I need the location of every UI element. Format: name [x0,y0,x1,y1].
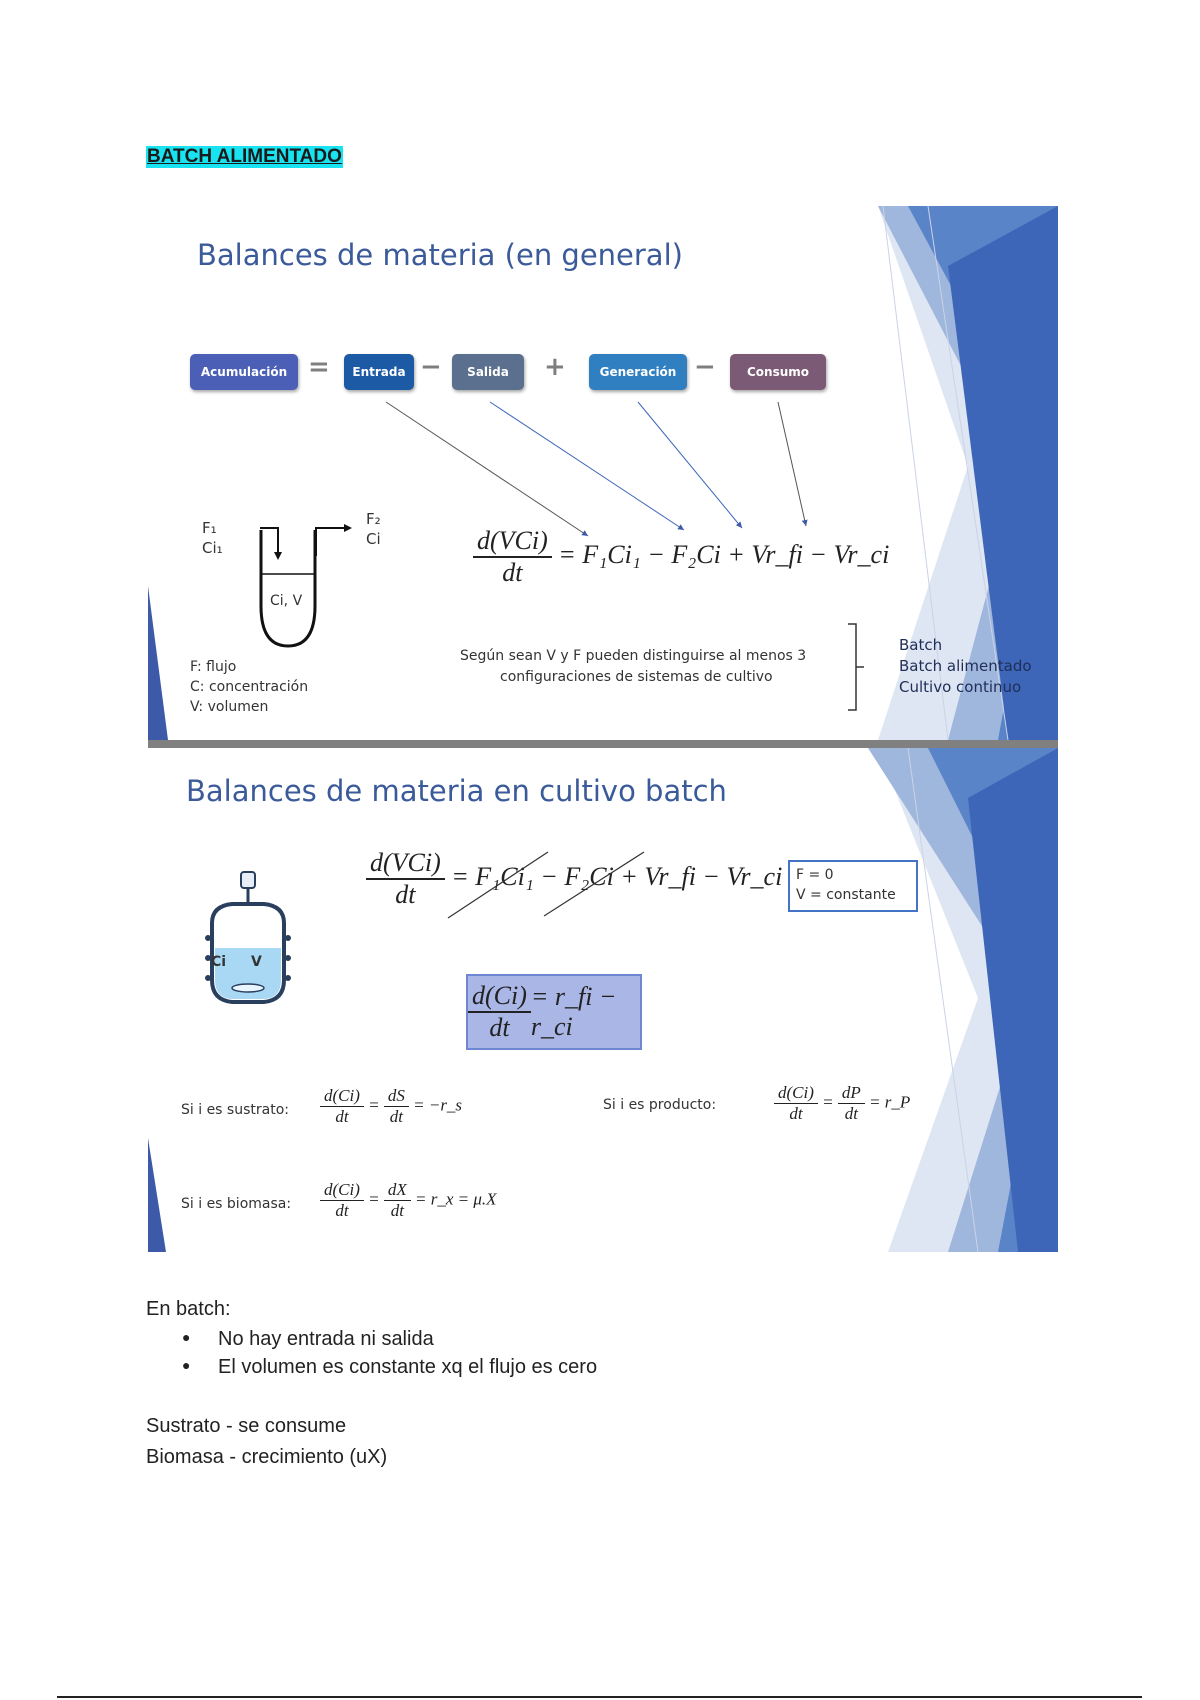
notes-sustrato: Sustrato - se consume [146,1415,347,1437]
producto-label: Si i es producto: [603,1097,717,1113]
boxed-denominator: dt [489,1013,510,1042]
sustrato-label: Si i es sustrato: [181,1102,289,1118]
slide1-title: Balances de materia (en general) [197,238,683,272]
bullet-item: ● No hay entrada ni salida [182,1328,597,1356]
tank-label-ci: Ci [211,954,227,970]
sustrato-d1: dt [335,1107,349,1126]
sustrato-d2: dt [389,1107,403,1126]
config-note-line1: Según sean V y F pueden distinguirse al menos 3 [460,648,807,664]
config-cultivo-continuo: Cultivo continuo [899,678,1022,696]
label-f2: F₂ [366,510,381,528]
box-generacion: Generación [589,354,687,390]
equation-numerator: d(VCi) [366,848,445,880]
equals-operator: = [308,352,330,382]
legend-concentracion: C: concentración [190,679,309,695]
slide-general-balance [148,206,1058,740]
equation-rhs: = F₁Ci₁ − F₂Ci + Vr_fi − Vr_ci [558,539,890,569]
legend-flujo: F: flujo [190,659,237,675]
config-batch-alimentado: Batch alimentado [899,657,1032,675]
box-salida: Salida [452,354,524,390]
biomasa-rhs: = r_x = μ.X [415,1189,497,1209]
slide-divider [148,740,1058,748]
sustrato-n1: d(Ci) [320,1086,364,1107]
producto-d2: dt [844,1104,858,1123]
page-bottom-rule [57,1696,1142,1698]
minus-operator: − [694,352,716,382]
legend-volumen: V: volumen [190,699,269,715]
condition-flow: F = 0 [796,867,834,883]
producto-n2: dP [838,1083,865,1104]
box-acumulacion: Acumulación [190,354,298,390]
equation-rhs: = F₁Ci₁ − F₂Ci + Vr_fi − Vr_ci [451,861,783,891]
tank-label-v: V [251,954,262,970]
equation-denominator: dt [395,880,416,909]
reactor-contents-label: Ci, V [270,593,303,609]
equation-numerator: d(VCi) [473,526,552,558]
sustrato-equation: $\frac{d(Ci)}{dt}$ = $\frac{dS}{dt}$ = −r_s [320,1086,462,1127]
minus-operator: − [420,352,442,382]
box-consumo: Consumo [730,354,826,390]
biomasa-n2: dX [384,1180,411,1201]
biomasa-d2: dt [390,1201,404,1220]
boxed-rhs: = r_fi − r_ci [530,982,617,1041]
config-note-line2: configuraciones de sistemas de cultivo [500,669,773,685]
slide2-title: Balances de materia en cultivo batch [186,774,727,808]
producto-equation: $\frac{d(Ci)}{dt}$ = $\frac{dP}{dt}$ = r_P [774,1083,910,1124]
box-entrada: Entrada [344,354,414,390]
config-batch: Batch [899,636,943,654]
boxed-numerator: d(Ci) [468,981,531,1013]
bullet-item: ● El volumen es constante xq el flujo es cero [182,1356,597,1384]
general-balance-equation [473,526,889,588]
biomasa-equation: $\frac{d(Ci)}{dt}$ = $\frac{dX}{dt}$ = r_x = μ.X [320,1180,497,1221]
biomasa-d1: dt [335,1201,349,1220]
producto-d1: dt [789,1104,803,1123]
conditions-box [788,860,918,912]
notes-bullet-list [182,1328,597,1384]
producto-rhs: = r_P [869,1092,911,1112]
plus-operator: + [544,352,566,382]
slide-batch-balance [148,748,1058,1252]
biomasa-n1: d(Ci) [320,1180,364,1201]
batch-result-equation [466,974,642,1050]
equation-denominator: dt [502,558,523,587]
section-heading: BATCH ALIMENTADO [147,146,342,167]
producto-n1: d(Ci) [774,1083,818,1104]
label-ci1: Ci₁ [202,539,223,557]
notes-intro: En batch: [146,1298,231,1320]
label-ci2: Ci [366,530,381,548]
notes-biomasa: Biomasa - crecimiento (uX) [146,1446,388,1468]
biomasa-label: Si i es biomasa: [181,1196,292,1212]
sustrato-n2: dS [384,1086,409,1107]
sustrato-rhs: = −r_s [413,1095,463,1115]
condition-volume: V = constante [796,887,896,903]
label-f1: F₁ [202,519,217,537]
